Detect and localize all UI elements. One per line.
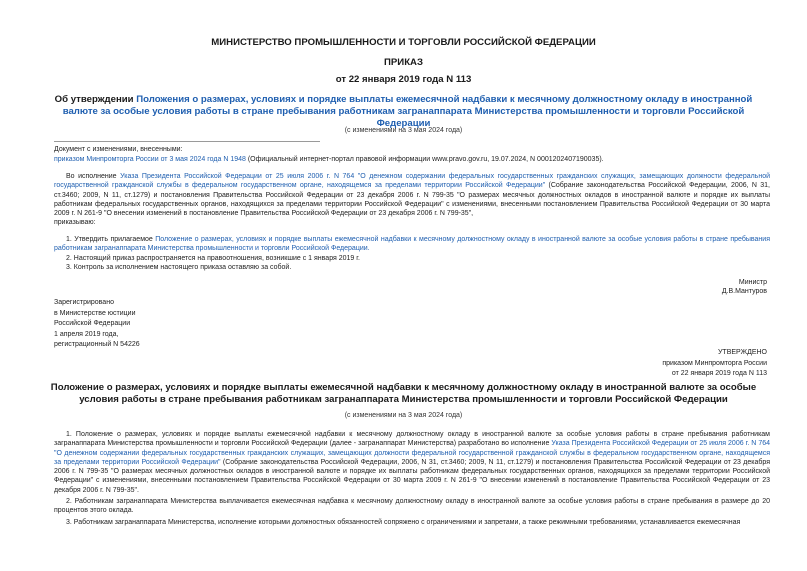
order-heading: ПРИКАЗ: [384, 57, 423, 68]
approved-block: [540, 348, 767, 380]
signature: [540, 278, 767, 297]
registration-line-4: 1 апреля 2019 года,: [54, 330, 119, 338]
approved-line-2: от 22 января 2019 года N 113: [671, 370, 767, 377]
reg-p1-text-1: 1. Положение о размерах, условиях и порядке выплаты ежемесячной надбавки к месячному должностному окладу в иностранной валюте за особые условия работы в стране пребывания работникам загранаппарата Министерства промышленности и торговли Российской Федерации (далее - загранаппарат Министерства) разработано во исполнение: [54, 431, 770, 448]
registration-block: [54, 298, 314, 351]
changes-doc-line: [54, 155, 754, 164]
reg-p2: 2. Работникам загранаппарата Министерства выплачивается ежемесячная надбавка к месячному должностному окладу в иностранной валюте за особые условия работы в стране пребывания в размере до 20 процентов этого оклада.: [54, 498, 770, 515]
ministry-heading: МИНИСТЕРСТВО ПРОМЫШЛЕННОСТИ И ТОРГОВЛИ РОССИЙСКОЙ ФЕДЕРАЦИИ: [211, 37, 596, 48]
approved-line-1: приказом Минпромторга России: [662, 359, 767, 367]
preamble: [54, 172, 770, 228]
item-2: 2. Настоящий приказ распространяется на правоотношения, возникшие с 1 января 2019 г.: [66, 254, 360, 262]
registration-line-3: Российской Федерации: [54, 320, 131, 327]
changes-doc-rest: (Официальный интернет-портал правовой информации www.pravo.gov.ru, 19.07.2024, N 0001202407190035).: [245, 156, 604, 163]
preamble-text-2: (Собрание законодательства Российской Федерации, 2006, N 31, ст.3460; 2009, N 11, ст.1279) и постановления Правительства Российской Федерации от 23 декабря 2006 г. N 799-35 "О размерах месячных должностных окладов в иностранной валюте и порядке их выплаты работникам федеральных государственных органов, находящихся за пределами территории Российской Федерации" с изменениями, внесенными постановлением Правительства Российской Федерации от 30 марта 2009 г. N 261-9 "О внесении изменений в постановление Правительства Российской Федерации от 23 декабря 2006 г. N 799-35",: [54, 182, 770, 218]
reg-p1-text-2: (Собрание законодательства Российской Федерации, 2006, N 31, ст.3460; 2009, N 11, ст.1279) и постановления Правительства Российской Федерации от 23 декабря 2006 г. N 799-35 "О размерах месячных должностных окладов в иностранной валюте и порядке их выплаты работникам федеральных государственных органов, находящихся за пределами территории Российской Федерации" с изменениями, внесенными постановлением Правительства Российской Федерации от 30 марта 2009 г. N 261-9 "О внесении изменений в постановление Правительства Российской Федерации от 23 декабря 2006 г. N 799-35".: [54, 458, 770, 494]
preamble-decree-link[interactable]: Указа Президента Российской Федерации от 25 июля 2006 г. N 764 "О денежном содержании федеральных государственных гражданских служащих, замещающих должности федеральной государственной гражданской службы в федеральном государственном органе, находящемся за пределами территории Российской Федерации": [54, 173, 770, 190]
order-title-link[interactable]: Положения о размерах, условиях и порядке выплаты ежемесячной надбавки к месячному должностному окладу в иностранной валюте за особые условия работы в стране пребывания работникам загранаппарата Министерства промышленности и торговли Российской Федерации: [62, 94, 753, 129]
signature-position: Министр: [738, 279, 767, 286]
order-title: [46, 94, 761, 130]
amend-note-top: (с изменениями на 3 мая 2024 года): [344, 127, 463, 134]
divider: [54, 141, 320, 142]
regulation-amend-note: (с изменениями на 3 мая 2024 года): [344, 412, 463, 419]
preamble-order: приказываю:: [54, 219, 96, 227]
item-3: 3. Контроль за исполнением настоящего приказа оставляю за собой.: [66, 263, 292, 271]
changes-doc-link[interactable]: приказом Минпромторга России от 3 мая 2024 года N 1948: [54, 156, 246, 163]
order-date: от 22 января 2019 года N 113: [335, 74, 472, 85]
item-1-prefix: 1. Утвердить прилагаемое: [66, 236, 156, 243]
registration-line-2: в Министерстве юстиции: [54, 309, 136, 317]
regulation-title: Положение о размерах, условиях и порядке выплаты ежемесячной надбавки к месячному должностному окладу в иностранной валюте за особые условия работы в стране пребывания работникам загранаппарата Министерства промышленности и торговли Российской Федерации: [50, 382, 757, 405]
reg-p3: 3. Работникам загранаппарата Министерства, исполнение которыми должностных обязанностей сопряжено с ограничениями и запретами, а также режимными требованиями, устанавливается ежемесячная: [66, 518, 741, 526]
changes-doc-label: Документ с изменениями, внесенными:: [54, 146, 183, 153]
order-items: [54, 235, 770, 272]
preamble-text-1: Во исполнение: [66, 173, 121, 180]
registration-line-1: Зарегистрировано: [54, 299, 114, 306]
approved-title: УТВЕРЖДЕНО: [717, 349, 767, 356]
regulation-body: [54, 430, 770, 527]
order-title-prefix: Об утверждении: [54, 94, 137, 105]
reg-p1-decree-link[interactable]: Указа Президента Российской Федерации от 25 июля 2006 г. N 764 "О денежном содержании федеральных государственных гражданских служащих, замещающих должности федеральной государственной гражданской службы в федеральном государственном органе, находящемся за пределами территории Российской Федерации": [54, 440, 770, 466]
signature-name: Д.В.Мантуров: [721, 288, 767, 296]
registration-line-5: регистрационный N 54226: [54, 341, 140, 348]
item-1-link[interactable]: Положение о размерах, условиях и порядке выплаты ежемесячной надбавки к месячному должностному окладу в иностранной валюте за особые условия работы в стране пребывания работникам загранаппарата Министерства промышленности и торговли Российской Федерации.: [54, 236, 771, 253]
